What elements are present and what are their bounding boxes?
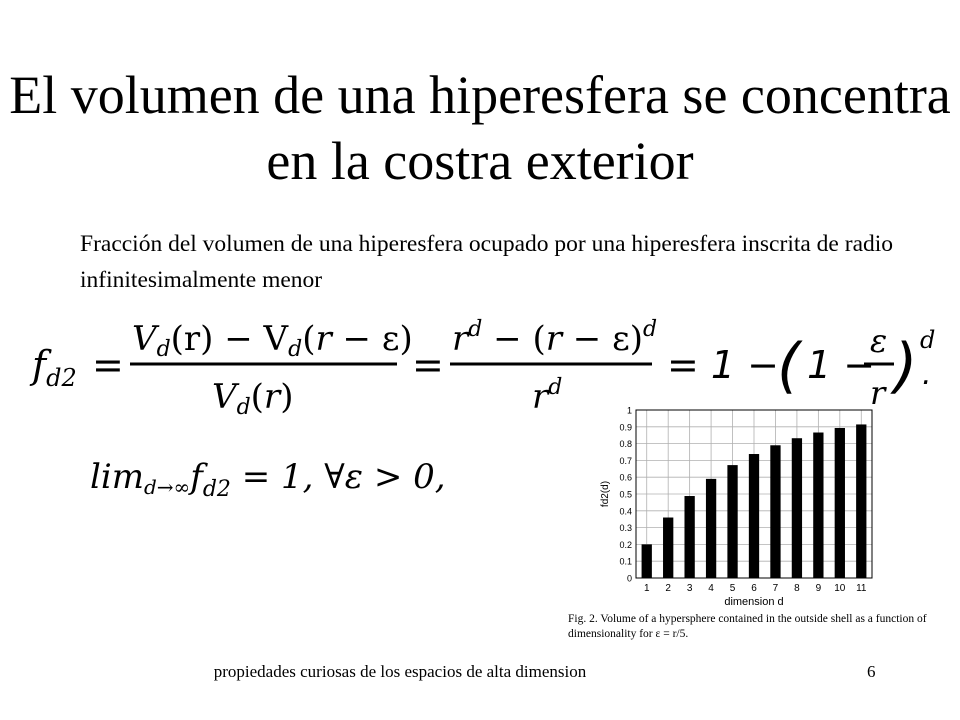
svg-text:rd: $r^d$ (532, 375, 563, 417)
bar-dimension-7 (770, 445, 780, 578)
y-tick-label: 0.2 (619, 539, 632, 550)
bar-dimension-11 (856, 424, 866, 578)
limit-formula (90, 442, 490, 522)
svg-text:fd2: $f_{d2}$ (32, 343, 77, 392)
svg-text:ε: ε (870, 322, 888, 360)
bar-dimension-8 (792, 438, 802, 578)
svg-text:=: = (412, 343, 444, 387)
y-tick-label: 0.5 (619, 489, 632, 500)
x-tick-label: 6 (751, 583, 757, 594)
x-tick-label: 8 (794, 583, 800, 594)
x-axis-label: dimension d (724, 596, 784, 608)
y-tick-label: 0.3 (619, 523, 632, 534)
svg-text:(: ( (777, 331, 801, 401)
x-tick-label: 11 (856, 583, 867, 594)
bar-dimension-3 (684, 496, 694, 578)
x-tick-label: 4 (708, 583, 714, 594)
slide-footer: propiedades curiosas de los espacios de alta dimension (213, 662, 587, 681)
y-tick-label: 0.1 (619, 556, 632, 567)
bar-dimension-4 (706, 479, 716, 578)
x-tick-label: 9 (815, 583, 822, 594)
x-tick-label: 3 (686, 583, 693, 594)
svg-text:.: . (922, 357, 932, 392)
x-tick-label: 7 (772, 583, 779, 594)
y-tick-label: 0.8 (619, 439, 632, 450)
bar-dimension-5 (727, 465, 737, 578)
chart-x-ticks (644, 583, 867, 594)
bar-dimension-10 (835, 428, 845, 578)
x-tick-label: 10 (834, 583, 846, 594)
svg-text:rd − (r − ε)d: $r^d - (r - \varepsilon)^d$ (452, 317, 658, 359)
svg-text:): ) (894, 331, 918, 401)
x-tick-label: 2 (665, 583, 671, 594)
slide-subtitle: Fracción del volumen de una hiperesfera ocupado por una hiperesfera inscrita de radio infinitesimalmente menor (80, 231, 894, 293)
svg-text:r: r (870, 374, 886, 412)
y-tick-label: 0.4 (619, 506, 632, 517)
svg-text:d: d (920, 326, 936, 354)
figure-caption: Fig. 2. Volume of a hypersphere contained in the outside shell as a function of dimensionality for ε = r/5. (568, 613, 927, 640)
y-tick-label: 0 (626, 573, 632, 584)
svg-text:=: = (92, 343, 124, 387)
bar-dimension-2 (663, 518, 673, 578)
svg-text:= 1 −: = 1 − (667, 343, 780, 387)
bar-dimension-1 (642, 544, 652, 578)
x-tick-label: 5 (729, 583, 736, 594)
svg-text:Vd(r) − Vd(r − ε): Vd(r) − Vd(r − ε) (132, 319, 413, 362)
svg-text:limd→∞fd2 = 1, ∀ε > 0,: $\lim d\to\infty f_{d2} = 1$, ∀ε > 0, (90, 457, 446, 502)
svg-text:1 −: 1 − (807, 343, 876, 387)
bar-dimension-9 (813, 433, 823, 578)
slide-title: El volumen de una hiperesfera se concentra en la costra exterior (9, 65, 951, 191)
chart-y-ticks (619, 406, 632, 584)
y-tick-label: 1 (626, 405, 632, 416)
x-tick-label: 1 (643, 583, 650, 594)
y-tick-label: 0.6 (619, 472, 632, 483)
y-axis-label: fd2(d) (600, 480, 611, 508)
y-tick-label: 0.7 (619, 455, 632, 466)
y-tick-label: 0.9 (619, 422, 632, 433)
volume-fraction-bar-chart (596, 400, 886, 610)
svg-text:Vd(r): Vd(r) (212, 377, 294, 420)
bar-dimension-6 (749, 454, 759, 578)
page-number: 6 (867, 662, 876, 681)
